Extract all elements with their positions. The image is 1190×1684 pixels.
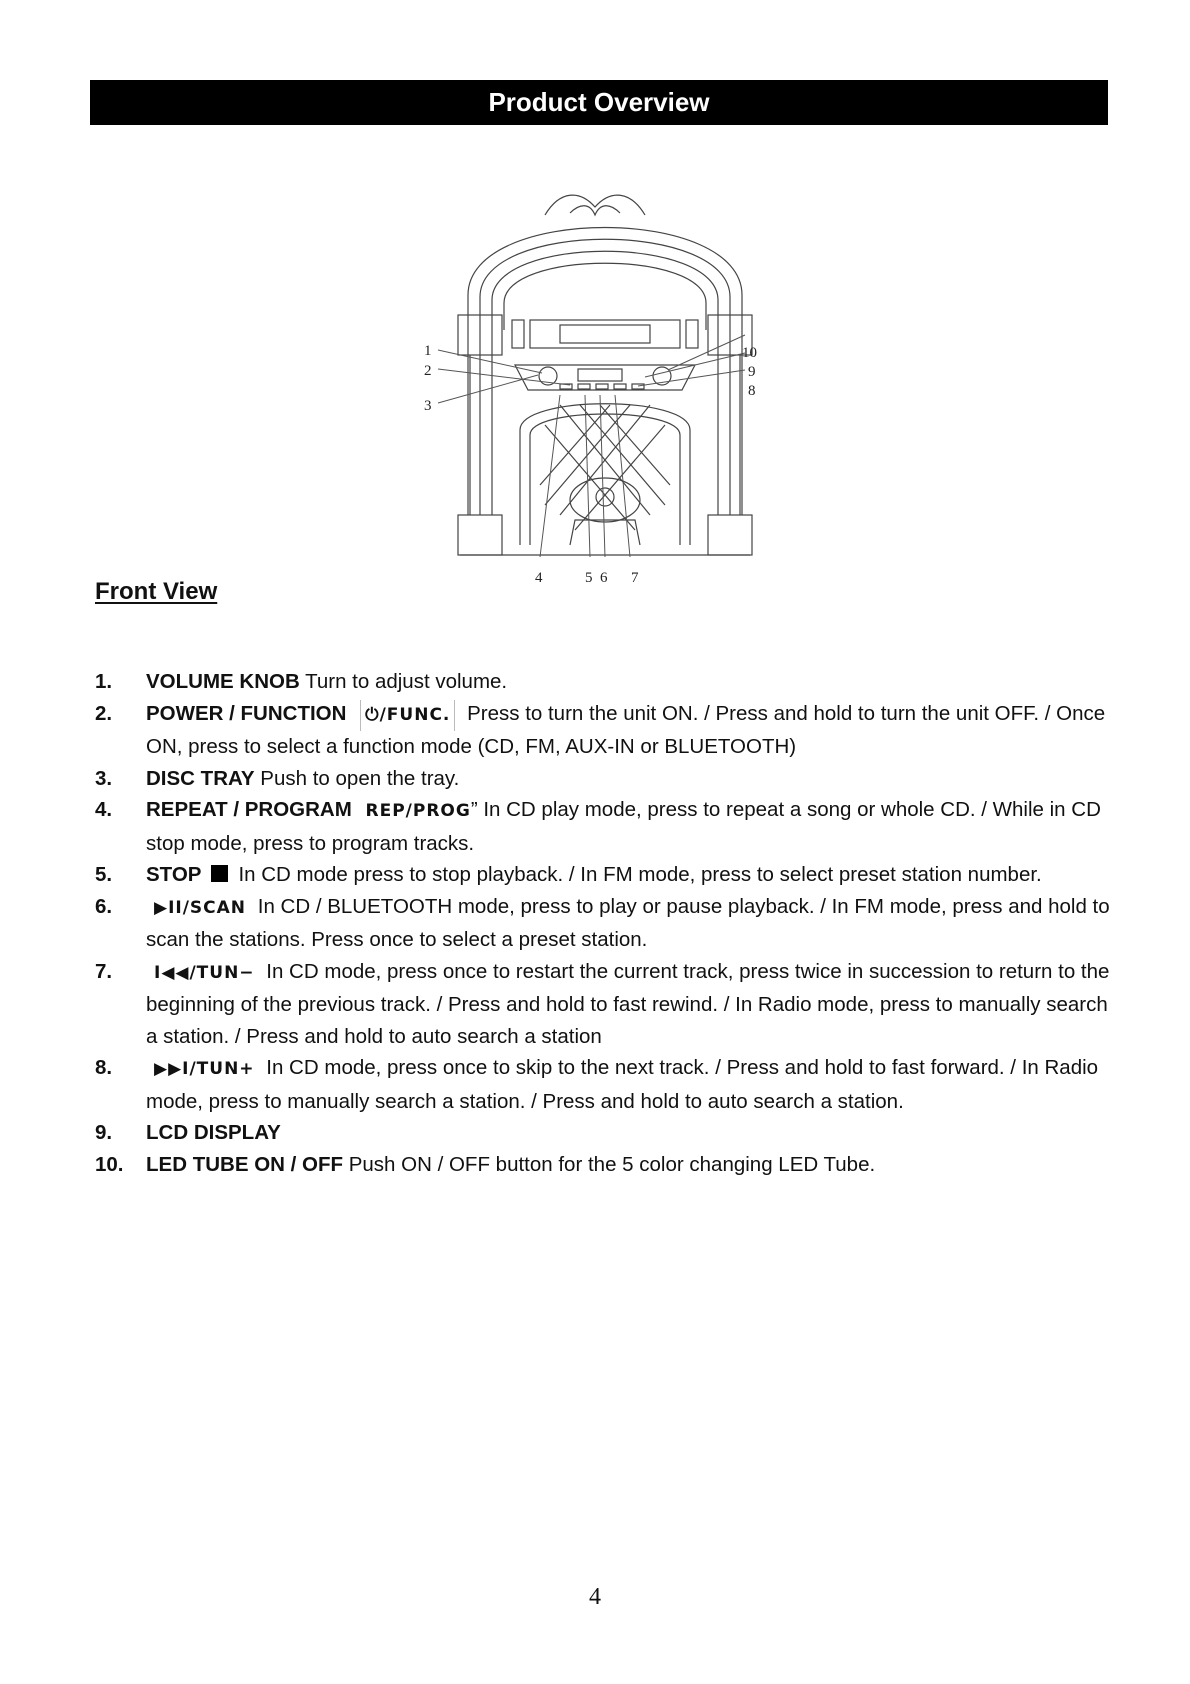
item-number: 4.	[95, 798, 113, 821]
callout-6: 6	[600, 570, 608, 586]
item-term: LCD DISPLAY	[146, 1121, 281, 1144]
callout-9: 9	[748, 364, 756, 380]
item-text: Push ON / OFF button for the 5 color changing LED Tube.	[343, 1152, 876, 1176]
play-pause-scan-icon: ▶II/SCAN	[154, 897, 247, 918]
list-item	[95, 891, 1115, 956]
item-term: DISC TRAY	[146, 766, 255, 790]
power-function-icon: ⏻/FUNC.	[360, 700, 455, 732]
item-term: STOP	[146, 863, 202, 886]
list-item	[95, 666, 1115, 698]
item-number: 9.	[95, 1121, 113, 1144]
callout-1: 1	[424, 343, 432, 359]
item-number: 5.	[95, 863, 113, 886]
list-item	[95, 1117, 1115, 1149]
item-number: 8.	[95, 1056, 113, 1079]
list-item	[95, 859, 1115, 891]
callout-7: 7	[631, 570, 639, 586]
list-item	[95, 1149, 1115, 1181]
item-text: In CD mode press to stop playback. / In FM mode, press to select preset station number.	[238, 863, 1042, 886]
item-number: 3.	[95, 766, 113, 790]
item-term: LED TUBE ON / OFF	[146, 1152, 344, 1176]
item-text: ” In CD play mode, press to repeat a song or whole CD. / While in CD stop mode, press to program tracks.	[146, 798, 1101, 855]
item-term: POWER / FUNCTION	[146, 701, 347, 725]
list-item	[95, 1052, 1115, 1117]
item-number: 7.	[95, 959, 113, 983]
item-number: 2.	[95, 701, 113, 725]
callout-3: 3	[424, 398, 432, 414]
page-title: Product Overview	[90, 80, 1108, 125]
jukebox-front-view-diagram	[420, 185, 790, 595]
feature-list	[95, 666, 1115, 1180]
section-title: Front View	[95, 578, 218, 605]
previous-tune-down-icon: I◀◀/TUN−	[154, 962, 255, 983]
callout-10: 10	[742, 345, 757, 361]
list-item	[95, 794, 1115, 859]
item-number: 6.	[95, 894, 113, 918]
item-text: In CD / BLUETOOTH mode, press to play or pause playback. / In FM mode, press and hold to scan the stations. Press once to select a preset station.	[146, 894, 1110, 951]
list-item	[95, 763, 1115, 795]
list-item	[95, 956, 1115, 1053]
callout-2: 2	[424, 363, 432, 379]
next-tune-up-icon: ▶▶I/TUN+	[154, 1059, 255, 1079]
item-text: Turn to adjust volume.	[299, 670, 508, 693]
item-text: In CD mode, press once to restart the current track, press twice in succession to return to the beginning of the previous track. / Press and hold to fast rewind. / In Radio mode, press to manually search a station. / Press and hold to auto search a station	[146, 959, 1110, 1048]
list-item	[95, 698, 1115, 763]
item-text: Push to open the tray.	[254, 766, 460, 790]
item-number: 10.	[95, 1152, 124, 1176]
callout-4: 4	[535, 570, 543, 586]
page-number: 4	[589, 1584, 601, 1610]
repeat-program-icon: REP/PROG	[365, 801, 471, 821]
item-term: REPEAT / PROGRAM	[146, 798, 352, 821]
callout-8: 8	[748, 383, 756, 399]
item-number: 1.	[95, 670, 113, 693]
callout-5: 5	[585, 570, 593, 586]
item-text: Press to turn the unit ON. / Press and hold to turn the unit OFF. / Once ON, press to select a function mode (CD, FM, AUX-IN or BLUETOOTH)	[146, 701, 1106, 758]
item-term: VOLUME KNOB	[146, 670, 300, 693]
stop-icon	[211, 865, 228, 882]
item-text: In CD mode, press once to skip to the next track. / Press and hold to fast forward. / In Radio mode, press to manually search a station. / Press and hold to auto search a station.	[146, 1056, 1099, 1113]
